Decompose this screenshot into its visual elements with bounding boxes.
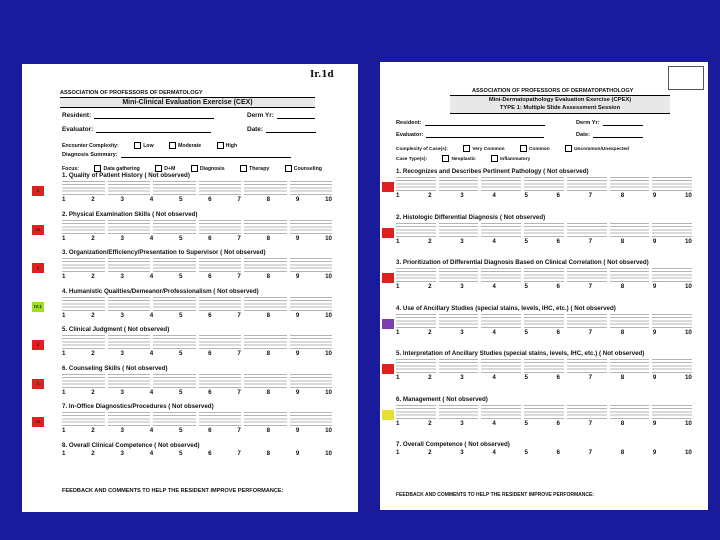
rating-option[interactable]: 9: [652, 328, 657, 336]
rating-scale: [62, 350, 332, 357]
rating-option[interactable]: 1: [62, 273, 66, 280]
rating-scale: [396, 449, 692, 456]
complexity-common[interactable]: Common: [520, 147, 550, 152]
rating-option[interactable]: 1: [396, 328, 400, 336]
right-resident-field[interactable]: Resident:: [396, 120, 545, 126]
rating-option[interactable]: 5: [524, 283, 528, 290]
rating-option[interactable]: 4: [149, 196, 154, 203]
rating-option[interactable]: 10: [684, 374, 692, 381]
rating-option[interactable]: 2: [428, 374, 432, 381]
rating-option[interactable]: 8: [620, 237, 625, 245]
section-descriptors: [396, 177, 692, 191]
rating-option[interactable]: 7: [237, 234, 241, 242]
section-descriptors: [62, 220, 332, 234]
left-diagnosis-field[interactable]: Diagnosis Summary:: [62, 152, 291, 158]
section-descriptors: [62, 258, 332, 272]
rating-option[interactable]: 3: [120, 449, 124, 457]
focus-therapy[interactable]: Therapy: [240, 166, 269, 172]
rating-option[interactable]: 7: [588, 449, 593, 456]
right_form-section-1: [396, 168, 692, 199]
right-form-title: Mini-Dermatopathology Evaluation Exercise (CPEX): [488, 97, 632, 103]
right-evaluation-form: [380, 62, 708, 510]
complexity-moderate[interactable]: Moderate: [169, 143, 201, 149]
section-descriptors: [62, 412, 332, 426]
rating-option[interactable]: 5: [524, 449, 528, 456]
rating-option[interactable]: 5: [524, 328, 528, 336]
right-feedback-label: FEEDBACK AND COMMENTS TO HELP THE RESIDENT IMPROVE PERFORMANCE:: [396, 492, 594, 498]
section-title: 7. In-Office Diagnostics/Procedures ( Not observed): [62, 403, 214, 410]
left-evaluator-field[interactable]: Evaluator:: [62, 126, 211, 133]
rating-option[interactable]: 10: [325, 350, 332, 357]
rating-option[interactable]: 4: [492, 328, 496, 336]
rating-option[interactable]: 5: [178, 273, 183, 280]
rating-option[interactable]: 8: [266, 388, 271, 396]
rating-option[interactable]: 9: [652, 449, 657, 456]
rating-option[interactable]: 10: [325, 196, 332, 203]
corner-stamp: [668, 66, 704, 90]
rating-option[interactable]: 10: [684, 419, 692, 427]
right-form-title-bar: [450, 95, 670, 114]
competency-tag: 11: [32, 225, 44, 235]
rating-option[interactable]: 8: [620, 192, 625, 199]
rating-option[interactable]: 5: [178, 388, 183, 396]
rating-option[interactable]: 9: [652, 237, 657, 245]
left-complexity-row: Encounter Complexity: Low Moderate High: [62, 142, 238, 149]
rating-option[interactable]: 6: [208, 449, 212, 457]
right_form-section-6: [396, 396, 692, 427]
rating-option[interactable]: 4: [149, 427, 154, 434]
complexity-high[interactable]: High: [217, 143, 238, 149]
section-title: 3. Prioritization of Differential Diagnosis Based on Clinical Correlation ( Not observed): [396, 259, 649, 266]
section-title: 8. Overall Clinical Competence ( Not observed): [62, 441, 200, 449]
competency-tag: [382, 228, 394, 238]
section-title: 2. Histologic Differential Diagnosis ( Not observed): [396, 213, 546, 221]
rating-scale: [396, 329, 692, 336]
rating-option[interactable]: 9: [295, 273, 300, 280]
rating-option[interactable]: 1: [62, 427, 66, 434]
rating-option[interactable]: 2: [91, 427, 95, 434]
handwritten-mark: Ir.1d: [310, 70, 334, 80]
rating-option[interactable]: 3: [460, 237, 464, 245]
rating-option[interactable]: 1: [396, 192, 400, 199]
right_form-section-4: [396, 305, 692, 336]
competency-tag: [382, 319, 394, 329]
rating-option[interactable]: 6: [208, 273, 212, 280]
section-descriptors: [396, 223, 692, 237]
section-title: 3. Organization/Efficiency/Presentation to Supervisor ( Not observed): [62, 249, 266, 256]
section-descriptors: [62, 335, 332, 349]
complexity-very-common[interactable]: Very Common: [463, 147, 504, 152]
rating-option[interactable]: 5: [524, 237, 528, 245]
competency-tag: 1: [32, 340, 44, 350]
section-title: 5. Clinical Judgment ( Not observed): [62, 326, 170, 333]
right-complexity-row: Complexity of Case(s): Very Common Common Uncommon/Unexpected: [396, 146, 629, 152]
rating-option[interactable]: 5: [178, 350, 183, 357]
competency-tag: [382, 364, 394, 374]
rating-option[interactable]: 5: [178, 449, 183, 457]
left_form-section-5: [62, 326, 332, 357]
rating-option[interactable]: 9: [652, 283, 657, 290]
left-dermyr-field[interactable]: Derm Yr:: [247, 112, 315, 119]
rating-scale: [62, 427, 332, 434]
rating-option[interactable]: 10: [325, 273, 332, 280]
rating-option[interactable]: 8: [266, 273, 271, 280]
rating-option[interactable]: 4: [149, 234, 154, 242]
rating-option[interactable]: 1: [62, 388, 66, 396]
section-descriptors: [396, 405, 692, 419]
rating-option[interactable]: 10: [684, 192, 692, 199]
section-title: 2. Physical Examination Skills ( Not observed): [62, 210, 198, 218]
rating-option[interactable]: 1: [62, 449, 66, 457]
rating-option[interactable]: 2: [91, 234, 95, 242]
rating-option[interactable]: 5: [178, 196, 183, 203]
rating-option[interactable]: 9: [652, 374, 657, 381]
right-form-subtitle: TYPE 1: Multiple Slide Assessment Session: [499, 105, 621, 111]
rating-scale: [62, 196, 332, 203]
rating-option[interactable]: 6: [556, 283, 560, 290]
focus-dm[interactable]: D+M: [155, 166, 175, 172]
rating-option[interactable]: 4: [149, 311, 154, 319]
rating-option[interactable]: 1: [396, 283, 400, 290]
rating-option[interactable]: 3: [460, 192, 464, 199]
rating-scale: [62, 273, 332, 280]
rating-option[interactable]: 10: [325, 388, 332, 396]
rating-option[interactable]: 7: [588, 237, 593, 245]
left_form-section-4: [62, 288, 332, 319]
rating-option[interactable]: 6: [556, 237, 560, 245]
section-title: 6. Counseling Skills ( Not observed): [62, 364, 168, 372]
rating-scale: [396, 420, 692, 427]
rating-option[interactable]: 3: [120, 388, 124, 396]
rating-option[interactable]: 10: [325, 234, 332, 242]
rating-option[interactable]: 9: [295, 449, 300, 457]
rating-option[interactable]: 7: [237, 196, 241, 203]
right-evaluator-field[interactable]: Evaluator:: [396, 132, 544, 138]
section-title: 6. Management ( Not observed): [396, 395, 488, 403]
rating-option[interactable]: 5: [524, 374, 528, 381]
rating-option[interactable]: 3: [120, 427, 124, 434]
rating-scale: [396, 283, 692, 290]
rating-option[interactable]: 3: [460, 449, 464, 456]
section-descriptors: [396, 359, 692, 373]
rating-option[interactable]: 2: [428, 328, 432, 336]
rating-option[interactable]: 3: [120, 196, 124, 203]
competency-tag: 1: [32, 186, 44, 196]
right-dermyr-field[interactable]: Derm Yr:: [576, 120, 643, 126]
rating-option[interactable]: 8: [620, 419, 625, 427]
section-title: 5. Interpretation of Ancillary Studies (special stains, levels, IHC, etc.) ( Not observed): [396, 350, 645, 357]
rating-option[interactable]: 4: [492, 283, 496, 290]
focus-data-gathering[interactable]: Data gathering: [94, 166, 139, 172]
rating-option[interactable]: 8: [620, 374, 625, 381]
section-descriptors: [62, 374, 332, 388]
right_form-section-3: [396, 259, 692, 290]
rating-option[interactable]: 10: [684, 328, 692, 336]
section-title: 4. Use of Ancillary Studies (special stains, levels, IHC, etc.) ( Not observed): [396, 304, 616, 312]
rating-option[interactable]: 10: [325, 427, 332, 434]
competency-tag: IV.1: [32, 302, 44, 312]
rating-option[interactable]: 7: [237, 427, 241, 434]
rating-scale: [396, 192, 692, 199]
rating-option[interactable]: 4: [492, 374, 496, 381]
rating-option[interactable]: 6: [208, 388, 212, 396]
rating-option[interactable]: 9: [295, 234, 300, 242]
rating-option[interactable]: 4: [492, 419, 496, 427]
rating-option[interactable]: 3: [460, 419, 464, 427]
rating-option[interactable]: 6: [208, 427, 212, 434]
rating-option[interactable]: 1: [396, 237, 400, 245]
rating-option[interactable]: 7: [588, 192, 593, 199]
rating-option[interactable]: 7: [237, 388, 241, 396]
right_form-section-2: [396, 214, 692, 245]
rating-option[interactable]: 2: [91, 196, 95, 203]
section-descriptors: [396, 314, 692, 328]
section-title: 1. Recognizes and Describes Pertinent Pathology ( Not observed): [396, 168, 589, 175]
rating-option[interactable]: 7: [237, 311, 241, 319]
rating-option[interactable]: 4: [492, 449, 496, 456]
rating-option[interactable]: 1: [62, 234, 66, 242]
competency-tag: 11: [32, 417, 44, 427]
rating-option[interactable]: 3: [120, 350, 124, 357]
rating-option[interactable]: 8: [620, 283, 625, 290]
rating-option[interactable]: 10: [684, 237, 692, 245]
left_form-section-8: [62, 442, 332, 457]
rating-option[interactable]: 8: [266, 449, 271, 457]
rating-option[interactable]: 2: [428, 283, 432, 290]
rating-option[interactable]: 6: [208, 196, 212, 203]
rating-option[interactable]: 2: [91, 350, 95, 357]
rating-option[interactable]: 4: [149, 388, 154, 396]
rating-option[interactable]: 3: [120, 273, 124, 280]
left_form-section-3: [62, 249, 332, 280]
rating-option[interactable]: 1: [396, 374, 400, 381]
left_form-section-2: [62, 211, 332, 242]
rating-option[interactable]: 6: [556, 192, 560, 199]
rating-option[interactable]: 10: [325, 311, 332, 319]
rating-option[interactable]: 9: [652, 419, 657, 427]
left_form-section-7: [62, 403, 332, 434]
rating-option[interactable]: 2: [428, 192, 432, 199]
rating-option[interactable]: 6: [208, 350, 212, 357]
rating-option[interactable]: 6: [208, 311, 212, 319]
rating-option[interactable]: 9: [295, 388, 300, 396]
rating-option[interactable]: 8: [266, 427, 271, 434]
left_form-section-6: [62, 365, 332, 396]
rating-option[interactable]: 5: [178, 427, 183, 434]
rating-option[interactable]: 10: [684, 449, 692, 456]
rating-scale: [396, 238, 692, 245]
competency-tag: [382, 410, 394, 420]
rating-option[interactable]: 3: [120, 234, 124, 242]
rating-scale: [62, 389, 332, 396]
rating-option[interactable]: 2: [428, 449, 432, 456]
left_form-section-1: [62, 172, 332, 203]
rating-option[interactable]: 3: [460, 374, 464, 381]
rating-option[interactable]: 2: [91, 311, 95, 319]
rating-option[interactable]: 5: [524, 419, 528, 427]
rating-option[interactable]: 6: [208, 234, 212, 242]
rating-option[interactable]: 8: [620, 449, 625, 456]
rating-option[interactable]: 7: [588, 328, 593, 336]
section-title: 4. Humanistic Qualities/Demeanor/Professionalism ( Not observed): [62, 287, 259, 295]
rating-option[interactable]: 6: [556, 449, 560, 456]
section-descriptors: [62, 297, 332, 311]
rating-option[interactable]: 4: [149, 273, 154, 280]
left-evaluation-form: [22, 64, 358, 512]
rating-option[interactable]: 2: [428, 237, 432, 245]
rating-option[interactable]: 7: [237, 449, 241, 457]
complexity-uncommon[interactable]: Uncommon/Unexpected: [565, 147, 629, 152]
rating-option[interactable]: 6: [556, 328, 560, 336]
rating-scale: [62, 235, 332, 242]
rating-scale: [396, 374, 692, 381]
right-case-type-row: Case Type(s): Neoplastic Inflammatory: [396, 156, 531, 162]
focus-diagnosis[interactable]: Diagnosis: [191, 166, 225, 172]
rating-option[interactable]: 5: [178, 234, 183, 242]
rating-option[interactable]: 1: [62, 350, 66, 357]
competency-tag: 1: [32, 263, 44, 273]
case-inflammatory[interactable]: Inflammatory: [491, 157, 530, 162]
rating-option[interactable]: 8: [266, 311, 271, 319]
left-focus-row: Focus: Data gathering D+M Diagnosis Therapy Counseling: [62, 165, 322, 172]
rating-option[interactable]: 7: [237, 350, 241, 357]
rating-option[interactable]: 4: [149, 449, 154, 457]
rating-option[interactable]: 9: [295, 350, 300, 357]
rating-option[interactable]: 6: [556, 419, 560, 427]
complexity-low[interactable]: Low: [134, 143, 153, 149]
rating-option[interactable]: 1: [396, 449, 400, 456]
section-descriptors: [396, 268, 692, 282]
rating-option[interactable]: 9: [652, 192, 657, 199]
rating-option[interactable]: 3: [120, 311, 124, 319]
right-org-name: ASSOCIATION OF PROFESSORS OF DERMATOPATHOLOGY: [472, 88, 634, 94]
rating-option[interactable]: 4: [492, 237, 496, 245]
competency-tag: [382, 182, 394, 192]
rating-option[interactable]: 9: [295, 311, 300, 319]
rating-option[interactable]: 7: [237, 273, 241, 280]
rating-option[interactable]: 1: [62, 311, 66, 319]
left-feedback-label: FEEDBACK AND COMMENTS TO HELP THE RESIDENT IMPROVE PERFORMANCE:: [62, 488, 284, 494]
rating-option[interactable]: 1: [62, 196, 66, 203]
rating-option[interactable]: 3: [460, 283, 464, 290]
rating-option[interactable]: 7: [588, 374, 593, 381]
rating-option[interactable]: 10: [325, 449, 332, 457]
rating-scale: [62, 312, 332, 319]
section-title: 1. Quality of Patient History ( Not observed): [62, 172, 190, 179]
left-resident-field[interactable]: Resident:: [62, 112, 214, 119]
rating-option[interactable]: 4: [492, 192, 496, 199]
rating-option[interactable]: 4: [149, 350, 154, 357]
section-title: 7. Overall Competence ( Not observed): [396, 441, 510, 448]
rating-option[interactable]: 10: [684, 283, 692, 290]
right_form-section-7: [396, 441, 692, 456]
rating-option[interactable]: 8: [266, 234, 271, 242]
section-descriptors: [62, 181, 332, 195]
rating-option[interactable]: 2: [91, 273, 95, 280]
rating-scale: [62, 450, 332, 457]
rating-option[interactable]: 2: [91, 449, 95, 457]
left-date-field[interactable]: Date:: [247, 126, 316, 133]
rating-option[interactable]: 3: [460, 328, 464, 336]
competency-tag: 1: [32, 379, 44, 389]
left-form-title: Mini-Clinical Evaluation Exercise (CEX): [60, 97, 315, 108]
focus-counseling[interactable]: Counseling: [285, 166, 322, 172]
rating-option[interactable]: 5: [178, 311, 183, 319]
rating-option[interactable]: 9: [295, 427, 300, 434]
rating-option[interactable]: 5: [524, 192, 528, 199]
rating-option[interactable]: 8: [620, 328, 625, 336]
rating-option[interactable]: 8: [266, 350, 271, 357]
right_form-section-5: [396, 350, 692, 381]
rating-option[interactable]: 8: [266, 196, 271, 203]
case-neoplastic[interactable]: Neoplastic: [442, 157, 475, 162]
left-org-name: ASSOCIATION OF PROFESSORS OF DERMATOLOGY: [60, 90, 203, 96]
rating-option[interactable]: 2: [91, 388, 95, 396]
rating-option[interactable]: 9: [295, 196, 300, 203]
right-date-field[interactable]: Date:: [576, 132, 643, 138]
rating-option[interactable]: 1: [396, 419, 400, 427]
rating-option[interactable]: 7: [588, 283, 593, 290]
competency-tag: [382, 273, 394, 283]
rating-option[interactable]: 2: [428, 419, 432, 427]
rating-option[interactable]: 6: [556, 374, 560, 381]
rating-option[interactable]: 7: [588, 419, 593, 427]
